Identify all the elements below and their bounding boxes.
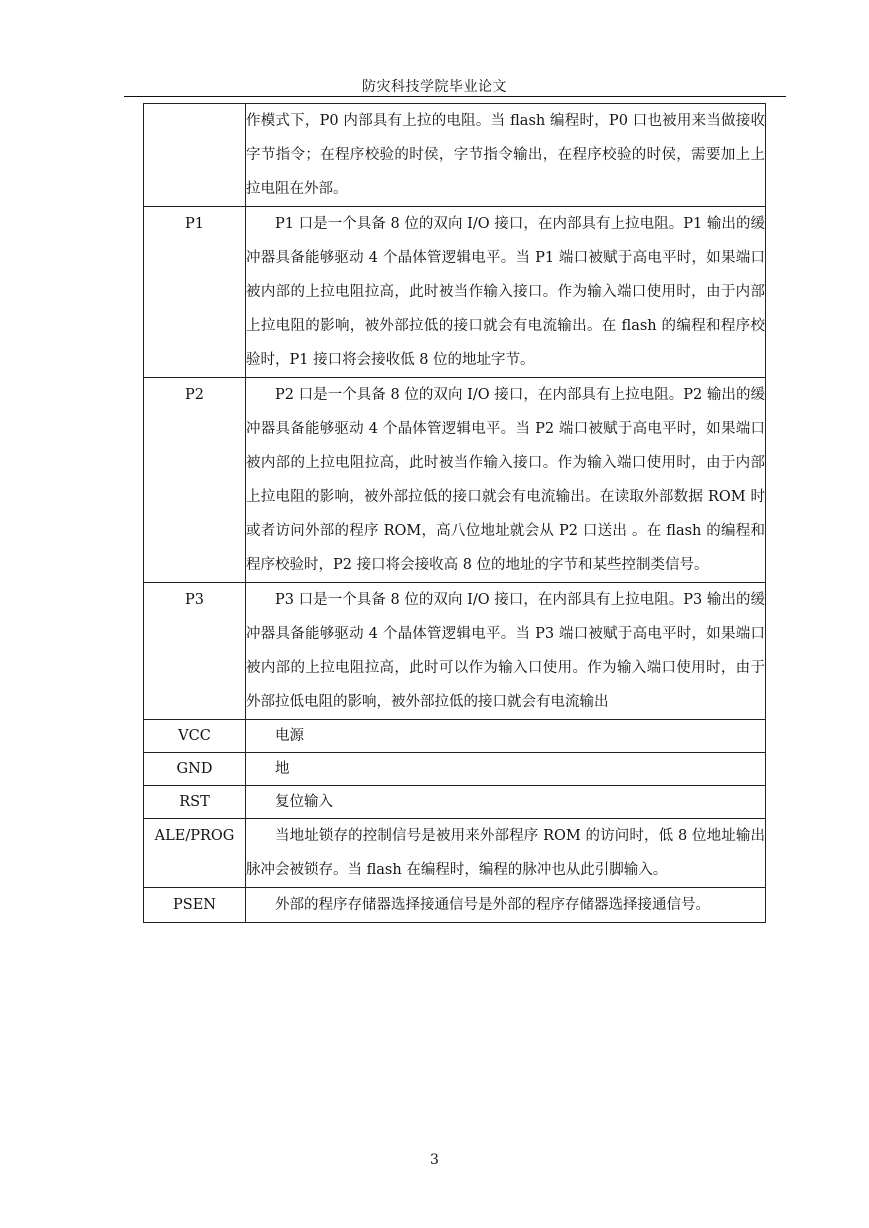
pin-description-cell: 地 (246, 753, 766, 786)
pin-description-cell: 复位输入 (246, 786, 766, 819)
pin-name-cell: RST (144, 786, 246, 819)
pin-name-cell: VCC (144, 720, 246, 753)
pin-name-cell: PSEN (144, 888, 246, 923)
pin-description-cell: 作模式下，P0 内部具有上拉的电阻。当 flash 编程时，P0 口也被用来当做接收字节指令；在程序校验的时侯，字节指令输出，在程序校验的时侯，需要加上上拉电阻在外部。 (246, 104, 766, 207)
table-row (144, 583, 766, 720)
table-row (144, 786, 766, 819)
pin-description-cell: 外部的程序存储器选择接通信号是外部的程序存储器选择接通信号。 (246, 888, 766, 923)
pin-description-table (143, 103, 766, 923)
pin-description-cell: 电源 (246, 720, 766, 753)
table-row (144, 720, 766, 753)
table-row (144, 888, 766, 923)
pin-name-cell: P2 (144, 378, 246, 583)
pin-name-cell: P1 (144, 207, 246, 378)
table-row (144, 753, 766, 786)
pin-description-cell: P1 口是一个具备 8 位的双向 I/O 接口，在内部具有上拉电阻。P1 输出的缓冲器具备能够驱动 4 个晶体管逻辑电平。当 P1 端口被赋于高电平时，如果端口被内部的上拉电阻拉高，此时被当作输入接口。作为输入端口使用时，由于内部上拉电阻的影响，被外部拉低的接口就会有电流输出。在 flash 的编程和程序校验时，P1 接口将会接收低 8 位的地址字节。 (246, 207, 766, 378)
pin-description-cell: 当地址锁存的控制信号是被用来外部程序 ROM 的访问时，低 8 位地址输出脉冲会被锁存。当 flash 在编程时，编程的脉冲也从此引脚输入。 (246, 819, 766, 888)
table-row (144, 104, 766, 207)
pin-name-cell: GND (144, 753, 246, 786)
pin-name-cell: ALE/PROG (144, 819, 246, 888)
table-row (144, 819, 766, 888)
header-divider (124, 96, 786, 97)
pin-name-cell (144, 104, 246, 207)
page-header-title: 防灾科技学院毕业论文 (362, 79, 507, 95)
table-row (144, 378, 766, 583)
pin-description-cell: P3 口是一个具备 8 位的双向 I/O 接口，在内部具有上拉电阻。P3 输出的缓冲器具备能够驱动 4 个晶体管逻辑电平。当 P3 端口被赋于高电平时，如果端口被内部的上拉电阻拉高，此时可以作为输入口使用。作为输入端口使用时，由于外部拉低电阻的影响，被外部拉低的接口就会有电流输出 (246, 583, 766, 720)
page-number: 3 (430, 1152, 439, 1168)
pin-description-cell: P2 口是一个具备 8 位的双向 I/O 接口，在内部具有上拉电阻。P2 输出的缓冲器具备能够驱动 4 个晶体管逻辑电平。当 P2 端口被赋于高电平时，如果端口被内部的上拉电阻拉高，此时被当作输入接口。作为输入端口使用时，由于内部上拉电阻的影响，被外部拉低的接口就会有电流输出。在读取外部数据 ROM 时或者访问外部的程序 ROM，高八位地址就会从 P2 口送出 。在 flash 的编程和程序校验时，P2 接口将会接收高 8 位的地址的字节和某些控制类信号。 (246, 378, 766, 583)
pin-name-cell: P3 (144, 583, 246, 720)
table-row (144, 207, 766, 378)
